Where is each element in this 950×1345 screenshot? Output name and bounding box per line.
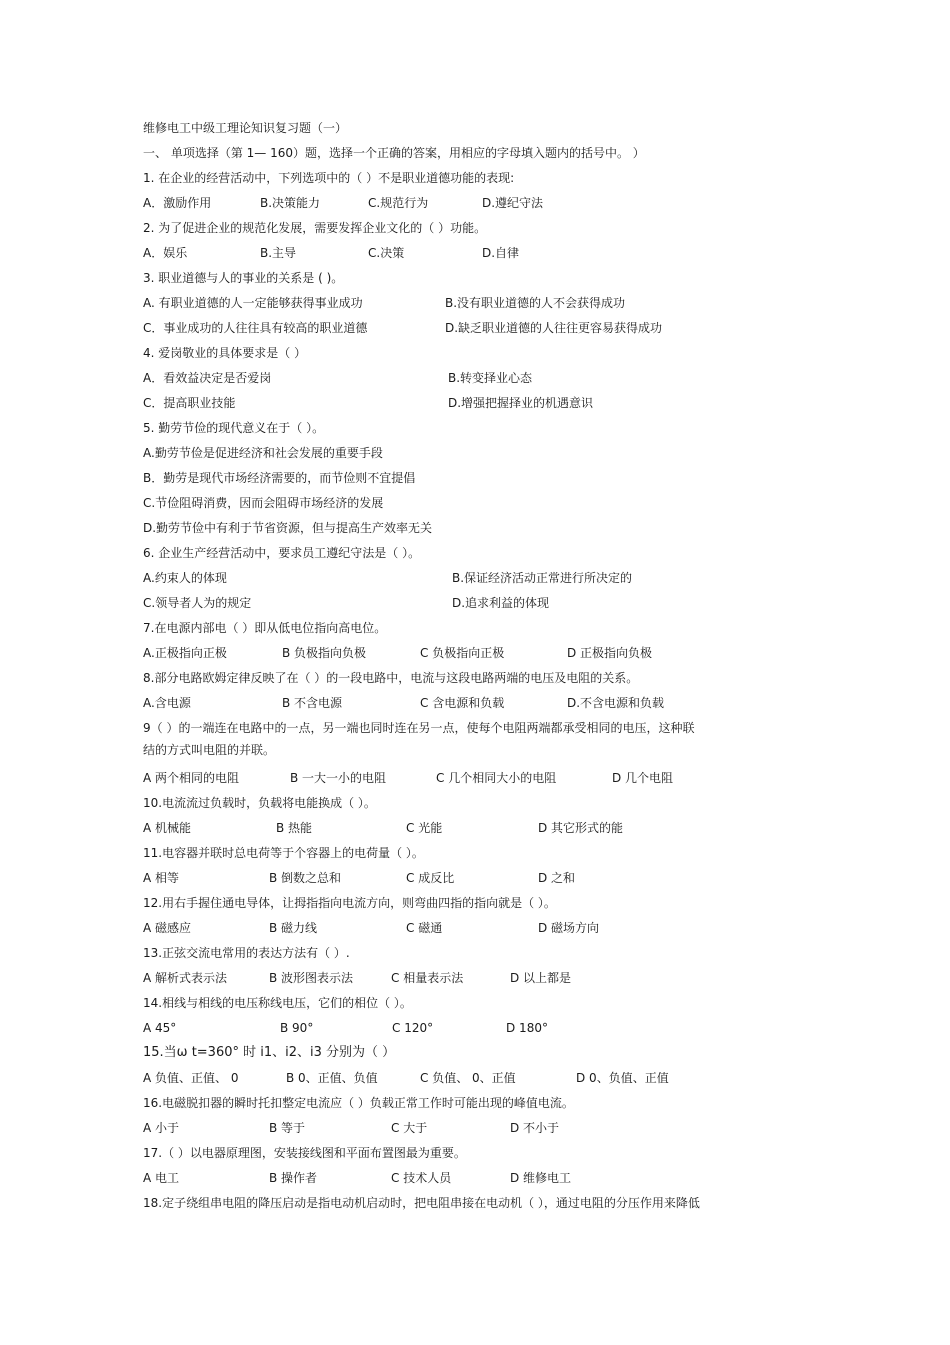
question-4-option-A: C．提高职业技能 bbox=[143, 396, 236, 410]
question-2-option-A: A．娱乐 bbox=[143, 246, 188, 260]
question-3-option-B: D.缺乏职业道德的人往往更容易获得成功 bbox=[445, 321, 663, 335]
question-6-option-B: B.保证经济活动正常进行所决定的 bbox=[452, 571, 633, 585]
question-11-option-B: B 倒数之总和 bbox=[269, 871, 342, 885]
question-7-option-A: A.正极指向正极 bbox=[143, 646, 227, 660]
question-12-stem: 12.用右手握住通电导体，让拇指指向电流方向，则弯曲四指的指向就是（ ）。 bbox=[143, 896, 556, 910]
question-1-option-C: C.规范行为 bbox=[368, 196, 429, 210]
question-5-option-A: D.勤劳节俭中有利于节省资源，但与提高生产效率无关 bbox=[143, 521, 433, 535]
question-12-option-B: B 磁力线 bbox=[269, 921, 318, 935]
question-4-option-A: A．看效益决定是否爱岗 bbox=[143, 371, 272, 385]
question-17-option-C: C 技术人员 bbox=[391, 1171, 452, 1185]
question-7-option-B: B 负极指向负极 bbox=[282, 646, 367, 660]
question-4-option-B: B.转变择业心态 bbox=[448, 371, 533, 385]
question-14-stem: 14.相线与相线的电压称线电压，它们的相位（ ）。 bbox=[143, 996, 412, 1010]
question-13-option-D: D 以上都是 bbox=[510, 971, 572, 985]
question-17-option-D: D 维修电工 bbox=[510, 1171, 572, 1185]
question-10-option-B: B 热能 bbox=[276, 821, 313, 835]
question-2-option-C: C.决策 bbox=[368, 246, 405, 260]
question-15-option-A: A 负值、正值、 0 bbox=[143, 1071, 239, 1085]
question-7-stem: 7.在电源内部电（ ）即从低电位指向高电位。 bbox=[143, 621, 387, 635]
question-6-stem: 6. 企业生产经营活动中，要求员工遵纪守法是（ ）。 bbox=[143, 546, 421, 560]
question-9-option-B: B 一大一小的电阻 bbox=[290, 771, 387, 785]
document-title: 维修电工中级工理论知识复习题（一） bbox=[143, 121, 348, 135]
question-10-option-C: C 光能 bbox=[406, 821, 443, 835]
question-10-option-D: D 其它形式的能 bbox=[538, 821, 624, 835]
question-15-option-D: D 0、负值、正值 bbox=[576, 1071, 669, 1085]
question-1-option-B: B.决策能力 bbox=[260, 196, 321, 210]
question-10-option-A: A 机械能 bbox=[143, 821, 192, 835]
question-11-stem: 11.电容器并联时总电荷等于个容器上的电荷量（ ）。 bbox=[143, 846, 424, 860]
question-9-option-D: D 几个电阻 bbox=[612, 771, 674, 785]
question-1-option-D: D.遵纪守法 bbox=[482, 196, 544, 210]
question-16-option-B: B 等于 bbox=[269, 1121, 306, 1135]
question-5-option-A: A.勤劳节俭是促进经济和社会发展的重要手段 bbox=[143, 446, 383, 460]
question-13-stem: 13.正弦交流电常用的表达方法有（ ）. bbox=[143, 946, 350, 960]
question-5-option-A: C.节俭阻碍消费，因而会阻碍市场经济的发展 bbox=[143, 496, 384, 510]
question-16-option-D: D 不小于 bbox=[510, 1121, 560, 1135]
question-12-option-A: A 磁感应 bbox=[143, 921, 192, 935]
question-17-option-A: A 电工 bbox=[143, 1171, 180, 1185]
question-2-option-B: B.主导 bbox=[260, 246, 297, 260]
question-17-option-B: B 操作者 bbox=[269, 1171, 318, 1185]
question-8-stem: 8.部分电路欧姆定律反映了在（ ）的一段电路中，电流与这段电路两端的电压及电阻的关系。 bbox=[143, 671, 639, 685]
question-13-option-A: A 解析式表示法 bbox=[143, 971, 228, 985]
question-16-stem: 16.电磁脱扣器的瞬时托扣整定电流应（ ）负载正常工作时可能出现的峰值电流。 bbox=[143, 1096, 574, 1110]
question-16-option-A: A 小于 bbox=[143, 1121, 180, 1135]
question-15-option-B: B 0、正值、负值 bbox=[286, 1071, 378, 1085]
question-7-option-D: D 正极指向负极 bbox=[567, 646, 653, 660]
question-14-option-B: B 90° bbox=[280, 1021, 314, 1035]
question-8-option-C: C 含电源和负载 bbox=[420, 696, 505, 710]
question-1-stem: 1. 在企业的经营活动中，下列选项中的（ ）不是职业道德功能的表现: bbox=[143, 171, 515, 185]
question-15-option-C: C 负值、 0、正值 bbox=[420, 1071, 516, 1085]
question-8-option-A: A.含电源 bbox=[143, 696, 191, 710]
question-15-stem: 15.当ω t=360° 时 i1、i2、i3 分别为（ ） bbox=[143, 1045, 396, 1060]
question-6-option-B: D.追求利益的体现 bbox=[452, 596, 550, 610]
question-3-stem: 3. 职业道德与人的事业的关系是 ( )。 bbox=[143, 271, 344, 285]
question-2-option-D: D.自律 bbox=[482, 246, 520, 260]
question-6-option-A: C.领导者人为的规定 bbox=[143, 596, 252, 610]
section-heading: 一、 单项选择（第 1— 160）题，选择一个正确的答案，用相应的字母填入题内的括号中。 ） bbox=[143, 146, 645, 160]
question-9-option-A: A 两个相同的电阻 bbox=[143, 771, 240, 785]
question-12-option-C: C 磁通 bbox=[406, 921, 443, 935]
question-8-option-D: D.不含电源和负载 bbox=[567, 696, 665, 710]
question-7-option-C: C 负极指向正极 bbox=[420, 646, 505, 660]
question-9-stem: 结的方式叫电阻的并联。 bbox=[143, 743, 276, 757]
question-13-option-C: C 相量表示法 bbox=[391, 971, 464, 985]
question-2-stem: 2. 为了促进企业的规范化发展，需要发挥企业文化的（ ）功能。 bbox=[143, 221, 487, 235]
question-17-stem: 17.（ ）以电器原理图，安装接线图和平面布置图最为重要。 bbox=[143, 1146, 466, 1160]
question-3-option-A: A. 有职业道德的人一定能够获得事业成功 bbox=[143, 296, 363, 310]
question-11-option-D: D 之和 bbox=[538, 871, 576, 885]
question-12-option-D: D 磁场方向 bbox=[538, 921, 600, 935]
question-9-option-C: C 几个相同大小的电阻 bbox=[436, 771, 557, 785]
question-3-option-B: B.没有职业道德的人不会获得成功 bbox=[445, 296, 626, 310]
question-13-option-B: B 波形图表示法 bbox=[269, 971, 354, 985]
question-1-option-A: A．激励作用 bbox=[143, 196, 212, 210]
question-6-option-A: A.约束人的体现 bbox=[143, 571, 227, 585]
question-14-option-D: D 180° bbox=[506, 1021, 548, 1035]
question-9-stem: 9（ ）的一端连在电路中的一点，另一端也同时连在另一点，使每个电阻两端都承受相同的电压，这种联 bbox=[143, 721, 695, 735]
question-8-option-B: B 不含电源 bbox=[282, 696, 343, 710]
question-14-option-A: A 45° bbox=[143, 1021, 177, 1035]
question-11-option-A: A 相等 bbox=[143, 871, 180, 885]
question-5-option-A: B．勤劳是现代市场经济需要的，而节俭则不宜提倡 bbox=[143, 471, 416, 485]
question-4-stem: 4. 爱岗敬业的具体要求是（ ） bbox=[143, 346, 307, 360]
question-10-stem: 10.电流流过负载时，负载将电能换成（ ）。 bbox=[143, 796, 376, 810]
question-11-option-C: C 成反比 bbox=[406, 871, 455, 885]
question-16-option-C: C 大于 bbox=[391, 1121, 428, 1135]
question-5-stem: 5. 勤劳节俭的现代意义在于（ ）。 bbox=[143, 421, 325, 435]
question-14-option-C: C 120° bbox=[392, 1021, 434, 1035]
question-3-option-A: C．事业成功的人往往具有较高的职业道德 bbox=[143, 321, 368, 335]
question-4-option-B: D.增强把握择业的机遇意识 bbox=[448, 396, 594, 410]
question-18-stem: 18.定子绕组串电阻的降压启动是指电动机启动时，把电阻串接在电动机（ ），通过电阻的分压作用来降低 bbox=[143, 1196, 700, 1210]
